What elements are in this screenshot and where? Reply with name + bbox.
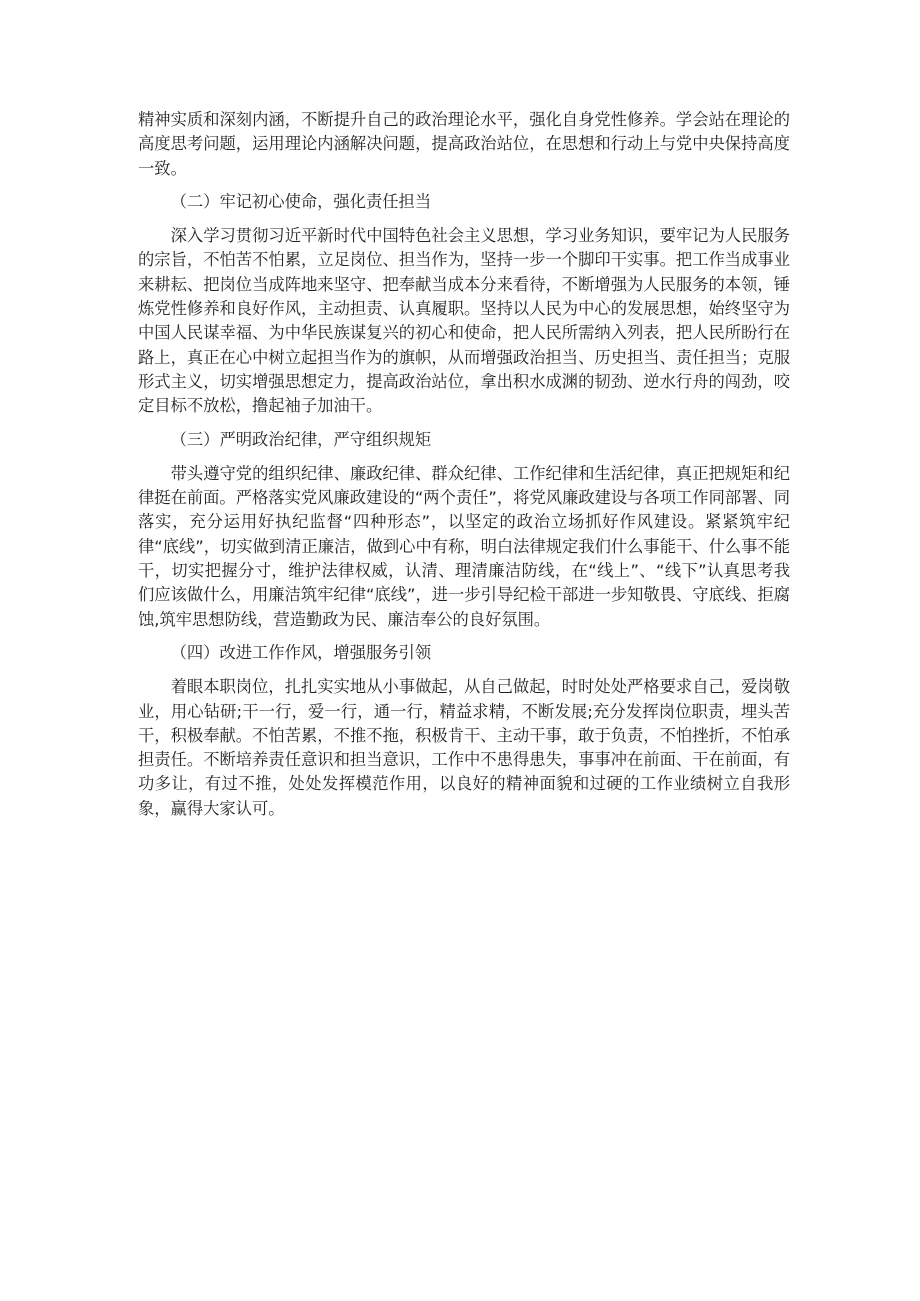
paragraph-section-3: 带头遵守党的组织纪律、廉政纪律、群众纪律、工作纪律和生活纪律，真正把规矩和纪律挺在前面。严格落实党风廉政建设的“两个责任”，将党风廉政建设与各项工作同部署、同落实，充分运用好执纪监督“四种形态”，以坚定的政治立场抓好作风建设。紧紧筑牢纪律“底线”，切实做到清正廉洁，做到心中有称，明白法律规定我们什么事能干、什么事不能干，切实把握分寸，维护法律权威，认清、理清廉洁防线，在“线上”、“线下”认真思考我们应该做什么，用廉洁筑牢纪律“底线”，进一步引导纪检干部进一步知敬畏、守底线、拒腐蚀,筑牢思想防线，营造勤政为民、廉洁奉公的良好氛围。 xyxy=(138,463,790,629)
paragraph-section-2: 深入学习贯彻习近平新时代中国特色社会主义思想，学习业务知识，要牢记为人民服务的宗旨，不怕苦不怕累，立足岗位、担当作为，坚持一步一个脚印干实事。把工作当成事业来耕耘、把岗位当成阵地来坚守、把奉献当成本分来看待，不断增强为人民服务的本领，锤炼党性修养和良好作风，主动担责、认真履职。坚持以人民为中心的发展思想，始终坚守为中国人民谋幸福、为中华民族谋复兴的初心和使命，把人民所需纳入列表，把人民所盼行在路上，真正在心中树立起担当作为的旗帜，从而增强政治担当、历史担当、责任担当；克服形式主义，切实增强思想定力，提高政治站位，拿出积水成渊的韧劲、逆水行舟的闯劲，咬定目标不放松，撸起袖子加油干。 xyxy=(138,226,790,416)
paragraph-intro-continuation: 精神实质和深刻内涵，不断提升自己的政治理论水平，强化自身党性修养。学会站在理论的高度思考问题，运用理论内涵解决问题，提高政治站位，在思想和行动上与党中央保持高度一致。 xyxy=(138,110,790,178)
section-heading-4: （四）改进工作作风，增强服务引领 xyxy=(170,642,432,662)
paragraph-section-4: 着眼本职岗位，扎扎实实地从小事做起，从自己做起，时时处处严格要求自己，爱岗敬业，用心钻研;干一行，爱一行，通一行，精益求精，不断发展;充分发挥岗位职责，埋头苦干，积极奉献。不怕苦累，不推不拖，积极肯干、主动干事，敢于负责，不怕挫折，不怕承担责任。不断培养责任意识和担当意识，工作中不患得患失，事事冲在前面、干在前面，有功多让，有过不推，处处发挥模范作用，以良好的精神面貌和过硬的工作业绩树立自我形象，赢得大家认可。 xyxy=(138,677,790,818)
section-heading-3: （三）严明政治纪律，严守组织规矩 xyxy=(170,429,432,449)
document-body xyxy=(138,108,790,821)
section-heading-2: （二）牢记初心使命，强化责任担当 xyxy=(170,191,432,211)
